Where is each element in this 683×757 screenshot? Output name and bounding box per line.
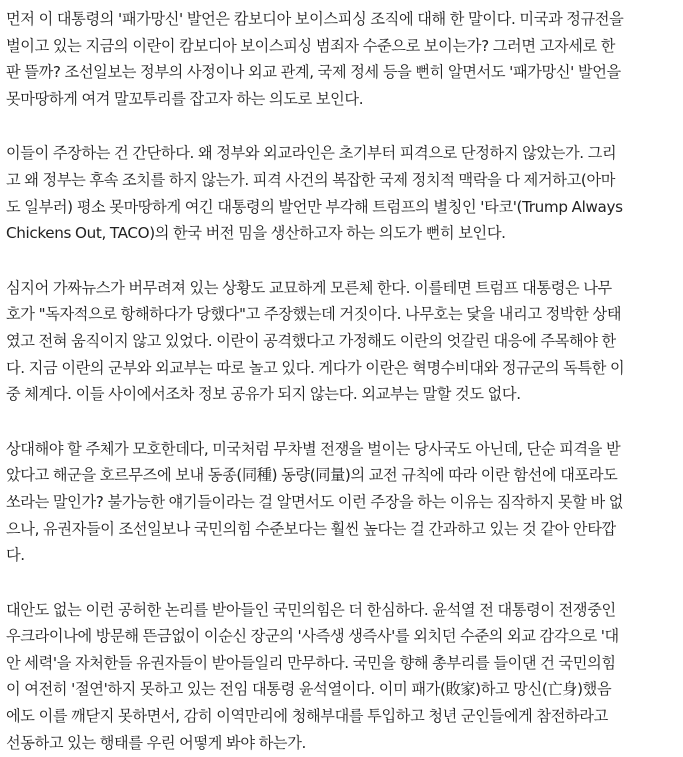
paragraph-line: 다. 지금 이란의 군부와 외교부는 따로 놀고 있다. 게다가 이란은 혁명수비대와 정규군의 독특한 이 xyxy=(6,358,625,377)
paragraph-line: 안 세력'을 자처한들 유권자들이 받아들일리 만무하다. 국민을 향해 총부리를 들이댄 건 국민의힘 xyxy=(6,653,616,672)
paragraph-line: 벌이고 있는 지금의 이란이 캄보디아 보이스피싱 범죄자 수준으로 보이는가? 그러면 고자세로 한 xyxy=(6,36,616,55)
paragraph-line: 에도 이를 깨닫지 못하면서, 감히 이역만리에 청해부대를 투입하고 청년 군인들에게 참전하라고 xyxy=(6,707,608,726)
paragraph-line: 으나, 유권자들이 조선일보나 국민의힘 수준보다는 훨씬 높다는 걸 간과하고 있는 것 같아 안타깝 xyxy=(6,519,616,538)
paragraph-line: 못마땅하게 여겨 말꼬투리를 잡고자 하는 의도로 보인다. xyxy=(6,89,364,108)
paragraph-line: 먼저 이 대통령의 '패가망신' 발언은 캄보디아 보이스피싱 조직에 대해 한 말이다. 미국과 정규전을 xyxy=(6,10,624,28)
paragraph-line: 우크라이나에 방문해 뜬금없이 이순신 장군의 '사즉생 생즉사'를 외치던 수준의 외교 감각으로 '대 xyxy=(6,627,619,646)
paragraph-4 xyxy=(6,436,683,569)
paragraph-line: 이들이 주장하는 건 간단하다. 왜 정부와 외교라인은 초기부터 피격으로 단정하지 않았는가. 그리 xyxy=(6,144,617,163)
paragraph-5 xyxy=(6,597,683,757)
paragraph-2 xyxy=(6,140,683,246)
paragraph-line: 고 왜 정부는 후속 조치를 하지 않는가. 피격 사건의 복잡한 국제 정치적 맥락을 다 제거하고(아마 xyxy=(6,170,616,189)
paragraph-1 xyxy=(6,6,683,112)
paragraph-line: Chickens Out, TACO)의 한국 버전 밈을 생산하고자 하는 의도가 뻔히 보인다. xyxy=(6,224,506,243)
paragraph-line: 판 뜰까? 조선일보는 정부의 사정이나 외교 관계, 국제 정세 등을 뻔히 알면서도 '패가망신' 발언을 xyxy=(6,63,621,82)
paragraph-line: 도 일부러) 평소 못마땅하게 여긴 대통령의 발언만 부각해 트럼프의 별칭인 '타코'(Trump Always xyxy=(6,197,623,216)
paragraph-line: 호가 "독자적으로 항해하다가 당했다"고 주장했는데 거짓이다. 나무호는 닻을 내리고 정박한 상태 xyxy=(6,305,622,324)
paragraph-line: 심지어 가짜뉴스가 버무려져 있는 상황도 교묘하게 모른체 한다. 이를테면 트럼프 대통령은 나무 xyxy=(6,278,612,297)
paragraph-3 xyxy=(6,275,683,408)
paragraph-line: 중 체계다. 이들 사이에서조차 정보 공유가 되지 않는다. 외교부는 말할 것도 없다. xyxy=(6,385,521,404)
paragraph-line: 상대해야 할 주체가 모호한데다, 미국처럼 무차별 전쟁을 벌이는 당사국도 아닌데, 단순 피격을 받 xyxy=(6,439,621,458)
paragraph-line: 대안도 없는 이런 공허한 논리를 받아들인 국민의힘은 더 한심하다. 윤석열 전 대통령이 전쟁중인 xyxy=(6,600,616,619)
paragraph-line: 선동하고 있는 행태를 우린 어떻게 봐야 하는가. xyxy=(6,733,307,752)
paragraph-line: 이 여전히 '절연'하지 못하고 있는 전임 대통령 윤석열이다. 이미 패가(敗家)하고 망신(亡身)했음 xyxy=(6,680,612,699)
paragraph-line: 았다고 해군을 호르무즈에 보내 동종(同種) 동량(同量)의 교전 규칙에 따라 이란 함선에 대포라도 xyxy=(6,466,618,485)
paragraph-line: 다. xyxy=(6,546,25,565)
paragraph-line: 쏘라는 말인가? 불가능한 얘기들이라는 걸 알면서도 이런 주장을 하는 이유는 짐작하지 못할 바 없 xyxy=(6,492,624,511)
paragraph-line: 였고 전혀 움직이지 않고 있었다. 이란이 공격했다고 가정해도 이란의 엇갈린 대응에 주목해야 한 xyxy=(6,331,616,350)
